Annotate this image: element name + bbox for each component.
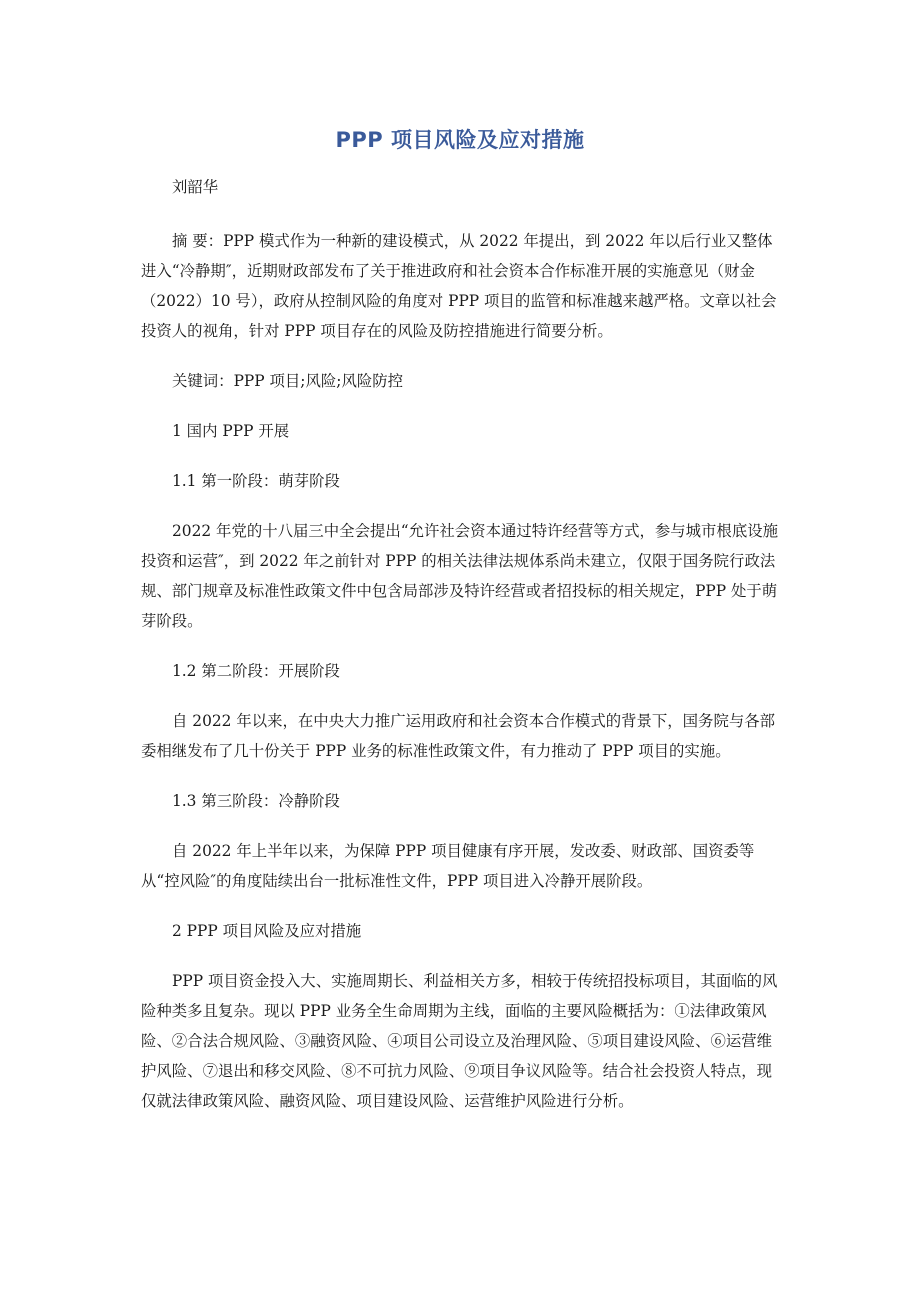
subsection-heading: 1.2 第二阶段：开展阶段 xyxy=(172,662,340,680)
body-paragraph: 2022 年党的十八届三中全会提出“允许社会资本通过特许经营等方式，参与城市根底设施投资和运营″，到 2022 年之前针对 PPP 的相关法律法规体系尚未建立，仅限于国务院行政法规、部门规章及标准性政策文件中包含局部涉及特许经营或者招投标的相关规定，PPP 处于萌芽阶段。 xyxy=(141,522,778,630)
abstract-paragraph: 摘 要：PPP 模式作为一种新的建设模式，从 2022 年提出，到 2022 年以后行业又整体进入“冷静期″，近期财政部发布了关于推进政府和社会资本合作标准开展的实施意见（财金（2022）10 号），政府从控制风险的角度对 PPP 项目的监管和标准越来越严格。文章以社会投资人的视角，针对 PPP 项目存在的风险及防控措施进行简要分析。 xyxy=(141,232,777,340)
body-paragraph: PPP 项目资金投入大、实施周期长、利益相关方多，相较于传统招投标项目，其面临的风险种类多且复杂。现以 PPP 业务全生命周期为主线，面临的主要风险概括为：①法律政策风险、②合法合规风险、③融资风险、④项目公司设立及治理风险、⑤项目建设风险、⑥运营维护风险、⑦退出和移交风险、⑧不可抗力风险、⑨项目争议风险等。结合社会投资人特点，现仅就法律政策风险、融资风险、项目建设风险、运营维护风险进行分析。 xyxy=(141,972,778,1110)
body-paragraph: 自 2022 年上半年以来，为保障 PPP 项目健康有序开展，发改委、财政部、国资委等从“控风险″的角度陆续出台一批标准性文件，PPP 项目进入冷静开展阶段。 xyxy=(141,842,755,890)
body-paragraph: 自 2022 年以来，在中央大力推广运用政府和社会资本合作模式的背景下，国务院与各部委相继发布了几十份关于 PPP 业务的标准性政策文件，有力推动了 PPP 项目的实施。 xyxy=(141,712,776,760)
subsection-heading: 1.3 第三阶段：冷静阶段 xyxy=(172,792,340,810)
section-heading: 1 国内 PPP 开展 xyxy=(172,422,290,440)
author-name: 刘韶华 xyxy=(172,178,219,196)
document-title: PPP 项目风险及应对措施 xyxy=(335,128,585,152)
section-heading: 2 PPP 项目风险及应对措施 xyxy=(172,922,362,940)
document-body xyxy=(141,172,781,1116)
subsection-heading: 1.1 第一阶段：萌芽阶段 xyxy=(172,472,340,490)
keywords-line: 关键词：PPP 项目;风险;风险防控 xyxy=(172,372,404,390)
